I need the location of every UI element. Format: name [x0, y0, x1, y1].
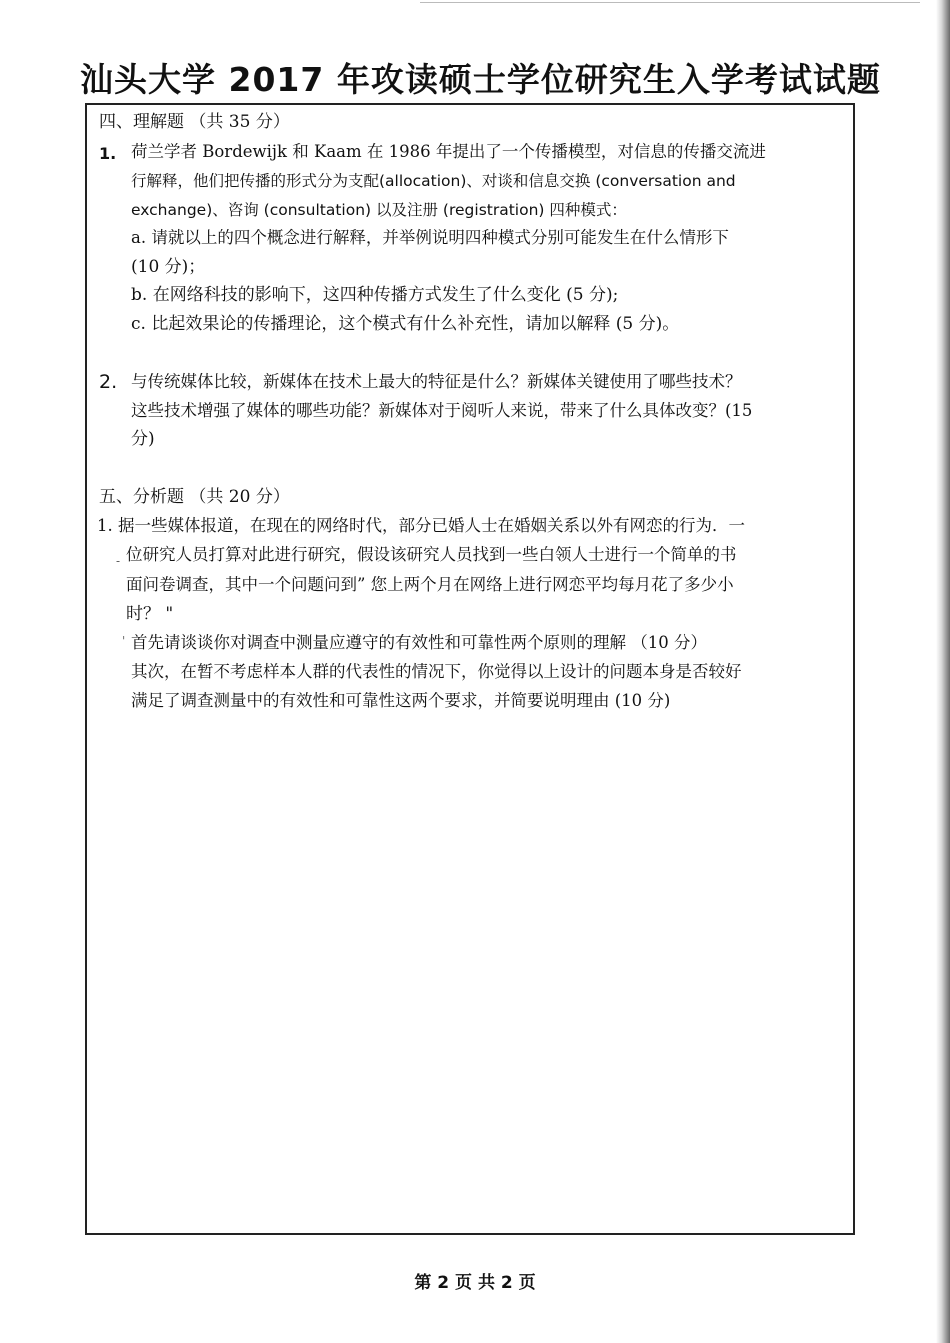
q5-1-line1: 1. 据一些媒体报道，在现在的网络时代，部分已婚人士在婚姻关系以外有网恋的行为．一 — [97, 516, 745, 535]
scan-top-line — [420, 2, 920, 3]
q4-2-line3: 分) — [131, 429, 155, 449]
q4-1b: b. 在网络科技的影响下，这四种传播方式发生了什么变化 (5 分); — [131, 285, 619, 305]
q4-2-line2: 这些技术增强了媒体的哪些功能？新媒体对于阅听人来说，带来了什么具体改变？(15 — [131, 401, 753, 420]
q4-2-number: 2. — [99, 371, 118, 393]
q4-1-line2: 行解释，他们把传播的形式分为支配(allocation)、对谈和信息交换 (conversation and — [131, 172, 736, 190]
q4-1a-line2: (10 分)； — [131, 257, 206, 277]
page-number: 第 2 页 共 2 页 — [414, 1273, 536, 1293]
q5-1-line3: 面问卷调查，其中一个问题问到” 您上两个月在网络上进行网恋平均每月花了多少小 — [126, 575, 734, 594]
q5-1-line4: 时？ " — [126, 604, 174, 624]
q4-1c: c. 比起效果论的传播理论，这个模式有什么补充性，请加以解释 (5 分)。 — [131, 314, 680, 334]
scan-dash-mark: - — [116, 554, 121, 568]
q5-1-line2: 位研究人员打算对此进行研究，假设该研究人员找到一些白领人士进行一个简单的书 — [126, 545, 737, 564]
q4-1-line3: exchange)、咨询 (consultation) 以及注册 (registration) 四种模式： — [131, 201, 627, 219]
q4-1a-line1: a. 请就以上的四个概念进行解释，并举例说明四种模式分别可能发生在什么情形下 — [131, 228, 729, 247]
q5-1-p2-line1: 其次，在暂不考虑样本人群的代表性的情况下，你觉得以上设计的问题本身是否较好 — [131, 662, 742, 681]
q5-1-p1: 首先请谈谈你对调查中测量应遵守的有效性和可靠性两个原则的理解 （10 分） — [131, 633, 707, 652]
section-4-heading: 四、理解题 （共 35 分） — [99, 112, 290, 132]
scan-speck: ' — [122, 634, 126, 648]
q4-1-number: 1. — [99, 144, 117, 163]
q4-2-line1: 与传统媒体比较，新媒体在技术上最大的特征是什么？新媒体关键使用了哪些技术？ — [131, 372, 742, 391]
exam-title: 汕头大学 2017 年攻读硕士学位研究生入学考试试题 — [80, 60, 881, 99]
q5-1-p2-line2: 满足了调查测量中的有效性和可靠性这两个要求，并简要说明理由 (10 分) — [131, 691, 671, 710]
scan-edge-shadow — [936, 0, 950, 1343]
q4-1-line1: 荷兰学者 Bordewijk 和 Kaam 在 1986 年提出了一个传播模型，对信息的传播交流进 — [131, 142, 766, 161]
section-5-heading: 五、分析题 （共 20 分） — [99, 487, 290, 507]
